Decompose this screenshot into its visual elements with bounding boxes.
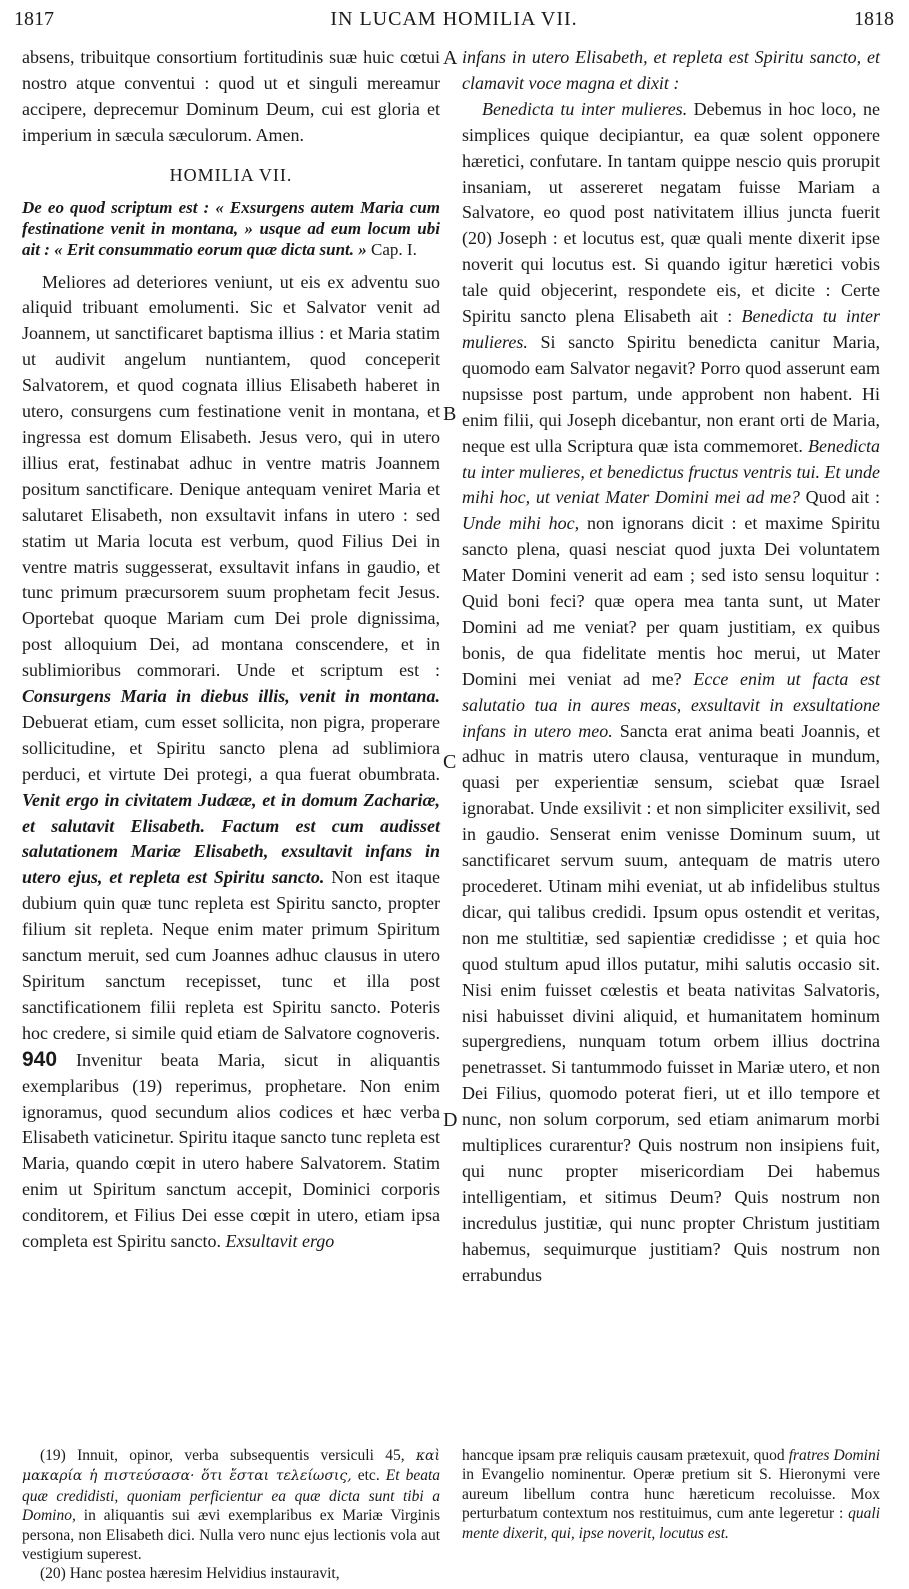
body-text: Debemus in hoc loco, ne simplices quique decipiantur, ea quæ solent opponere hæretici, confutare. In tantam quippe nescio quis prorupit insaniam, ut assereret negatam fuisse Mariam a Salvatore, eo quod post nativitatem illius juncta fuerit (20) Joseph : et locutus est, quæ quali mente dixerit ipse noverit qui locutus est. Si quando igitur hæretici vobis tale quid objecerint, respondete eis, et dicite : Certe Spiritu sancto plena Elisabeth ait : bbox=[462, 98, 880, 327]
left-column-number: 1817 bbox=[14, 8, 54, 30]
body-text: Invenitur beata Maria, sicut in aliquantis exemplaribus (19) reperimus, prophetare. Non enim ignoramus, quod secundum alios codices et hæc verba Elisabeth vaticinetur. Spiritu itaque sancto tunc repleta est Maria, quando cœpit in utero habere Salvatorem. Statim enim ut Spiritum sanctum accepit, Dominici corporis conditorem, et Filius Dei esse cœpit in utero, etiam ipsa completa est Spiritu sancto. bbox=[22, 1049, 440, 1252]
section-marker-c: C bbox=[443, 751, 457, 773]
homily-body-paragraph bbox=[22, 270, 440, 1255]
footnotes-right bbox=[462, 1446, 880, 1543]
homily-rubric bbox=[22, 197, 440, 260]
footnote-quote: quali mente dixerit, qui, ipse noverit, locutus est. bbox=[462, 1505, 881, 1542]
footnote-text: etc. bbox=[357, 1467, 380, 1485]
running-title: IN LUCAM HOMILIA VII. bbox=[330, 8, 578, 30]
footnote-quote: Et beata quæ credidisti, quoniam perficientur ea quæ dicta sunt tibi a Domino, bbox=[22, 1467, 441, 1525]
body-text: Si sancto Spiritu benedicta canitur Maria, quomodo eam Salvator negavit? Porro quod asserunt eam nupsisse post partum, unde approbent non habent. Hi enim filii, qui Joseph dicebantur, non erant orti de Maria, neque est ulla Scriptura quæ ista commemoret. bbox=[462, 331, 880, 456]
section-marker-d: D bbox=[443, 1109, 458, 1131]
running-header bbox=[14, 8, 894, 38]
commentary-paragraph bbox=[462, 97, 880, 1289]
scripture-quote: Ecce enim ut facta est salutatio tua in aures meas, exsultavit in exsultatione infans in utero meo. bbox=[462, 668, 880, 741]
scripture-quote: Benedicta tu inter mulieres, et benedictus fructus ventris tui. Et unde mihi hoc, ut veniat Mater Domini mei ad me? bbox=[462, 435, 880, 508]
right-column-number: 1818 bbox=[854, 8, 894, 30]
scripture-quote: Benedicta tu inter mulieres. bbox=[482, 98, 688, 119]
footnotes-left bbox=[22, 1446, 440, 1584]
body-text: Sancta erat anima beati Joannis, et adhuc in matris utero clausa, venturaque in mundum, quasi per experientiæ sensum, sciebat quæ Israel ignorabat. Unde exsilivit : et non simpliciter exsilivit, sed in gaudio. Senserat enim venisse Dominum suum, ut sanctificaret servum suum, antequam de matris utero procederet. Utinam mihi eveniat, ut ab infidelibus stultus dicar, qui talibus credidi. Ipsum opus ostendit et veritas, non me stultitiæ, sed sapientiæ credidisse ; et quia hoc quod stultum apud illos putatur, mihi salutis occasio sit. Nisi enim fuisset cœlestis et beata nativitas Salvatoris, nisi habuisset divini aliquid, et humanitatem hominum supergrediens, nunquam totum orbem illius doctrina penetrasset. Si tantummodo fuisset in Mariæ utero, et non Dei Filius, quomodo poterat fieri, ut et illo tempore et nunc, non solum corporum, sed etiam animarum morbi multiplices curarentur? Quis nostrum non insipiens fuit, qui nunc propter misericordiam Dei habemus intelligentiam, et sitimus Deum? Quis nostrum non incredulus justitiæ, qui nunc propter Christum justitiam habemus, sequimurque justitiam? Quis nostrum non errabundus bbox=[462, 720, 881, 1285]
left-column bbox=[22, 45, 440, 1255]
right-column bbox=[462, 45, 880, 1289]
body-text: Quod ait : bbox=[805, 487, 880, 508]
scripture-quote: infans in utero Elisabeth, et repleta est Spiritu sancto, et clamavit voce magna et dixit : bbox=[462, 47, 880, 93]
scripture-quote: Exsultavit ergo bbox=[225, 1231, 335, 1252]
footnote-text: in Evangelio nominentur. Operæ pretium sit S. Hieronymi vere aureum libellum contra hunc hæreticum recoluisse. Mox perturbatum contextum nos restituimus, cum ante legeretur : bbox=[462, 1466, 880, 1523]
body-text: non ignorans dicit : et maxime Spiritu sancto plena, quasi nesciat quod juxta Dei voluntatem Mater Domini venerit ad eam ; sed isto sensu loquitur : Quid boni feci? quæ opera mea tanta sunt, ut Mater Domini ad me veniat? per quam justitiam, ex quibus bonis, de qua fidelitate mentis hoc merui, ut Mater Domini mei veniat ad me? bbox=[462, 513, 880, 689]
rubric-chapter: Cap. I. bbox=[371, 239, 417, 259]
greek-quote: καὶ μακαρία ἡ πιστεύσασα· ὅτι ἔσται τελείωσις, bbox=[22, 1448, 440, 1485]
footnote-text: hancque ipsam præ reliquis causam prætexuit, quod bbox=[462, 1447, 785, 1464]
footnote-text: (19) Innuit, opinor, verba subsequentis versiculi 45, bbox=[40, 1447, 405, 1464]
scripture-quote: Unde mihi hoc, bbox=[462, 513, 580, 534]
body-text: Meliores ad deteriores veniunt, ut eis ex adventu suo aliquid tribuant emolumenti. Sic et Salvator venit ad Joannem, ut sanctificaret baptisma illius : et Maria statim ut audivit angelum nuntiantem, quod conceperit Salvatorem, et quod cognata illius Elisabeth haberet in utero, consurgens cum festinatione venit in montana, et ingressa est domum Elisabeth. Jesus vero, qui in utero illius erat, festinabat adhuc in ventre matris Joannem positum sanctificare. Denique antequam veniret Maria et salutaret Elisabeth, non exsultavit infans in utero : sed statim ut Maria locuta est verbum, quod Filius Dei in ventre matris suggesserat, exsultavit infans in gaudio, et tunc primum præcursorem suum prophetam fecit Jesus. Oportebat quoque Mariam cum Dei prole dignissima, post alloquium Dei, ad montana conscendere, et in sublimioribus commorari. Unde et scriptum est : bbox=[22, 271, 440, 681]
scripture-quote: Benedicta tu inter mulieres. bbox=[462, 306, 880, 352]
footnote-20-continued bbox=[462, 1446, 880, 1543]
body-text: Non est itaque dubium quin quæ tunc repleta est Spiritu sancto, propter filium sit repleta. Neque enim mater primum Spiritum sanctum meruit, sed cum Joannes adhuc clausus in utero Spiritum sanctum recepisset, tunc et illa post sanctificationem filii repleta est Spiritu sancto. Poteris hoc credere, si simile quid etiam de Salvatore cognoveris. bbox=[22, 867, 440, 1043]
column-number-940: 940 bbox=[22, 1047, 58, 1071]
footnote-20: (20) Hanc postea hæresim Helvidius instauravit, bbox=[40, 1565, 340, 1583]
scripture-quote: Consurgens Maria in diebus illis, venit in montana. bbox=[22, 686, 440, 707]
rubric-text: De eo quod scriptum est : « Exsurgens autem Maria cum festinatione venit in montana, » usque ad eum locum ubi ait : « Erit consummatio eorum quæ dicta sunt. » bbox=[22, 197, 440, 259]
section-marker-b: B bbox=[443, 403, 457, 425]
homily-title: HOMILIA VII. bbox=[169, 164, 293, 185]
footnote-text: in aliquantis sui ævi exemplaribus ex Mariæ Virginis persona, non Elisabeth dici. Nulla vero nunc ejus lectionis vola aut vestigium superest. bbox=[22, 1507, 440, 1564]
scripture-quote: Venit ergo in civitatem Judææ, et in domum Zachariæ, et salutavit Elisabeth. Factum est cum audisset salutationem Mariæ Elisabeth, exsultavit infans in utero ejus, et repleta est Spiritu sancto. bbox=[22, 789, 440, 888]
body-text: Debuerat etiam, cum esset sollicita, non pigra, properare sollicitudine, et Spiritu sancto plena ad sublimiora perduci, et virtute Dei protegi, a qua fuerat obumbrata. bbox=[22, 711, 440, 784]
closing-paragraph: absens, tribuitque consortium fortitudinis suæ huic cœtui nostro atque conventui : quod ut et singuli mereamur accipere, deprecemur Dominum Deum, cui est gloria et imperium in sæcula sæculorum. Amen. bbox=[22, 47, 440, 145]
section-marker-a: A bbox=[443, 47, 458, 69]
footnote-19 bbox=[22, 1446, 440, 1564]
footnote-quote: fratres Domini bbox=[788, 1447, 881, 1464]
scripture-continuation bbox=[462, 45, 880, 97]
